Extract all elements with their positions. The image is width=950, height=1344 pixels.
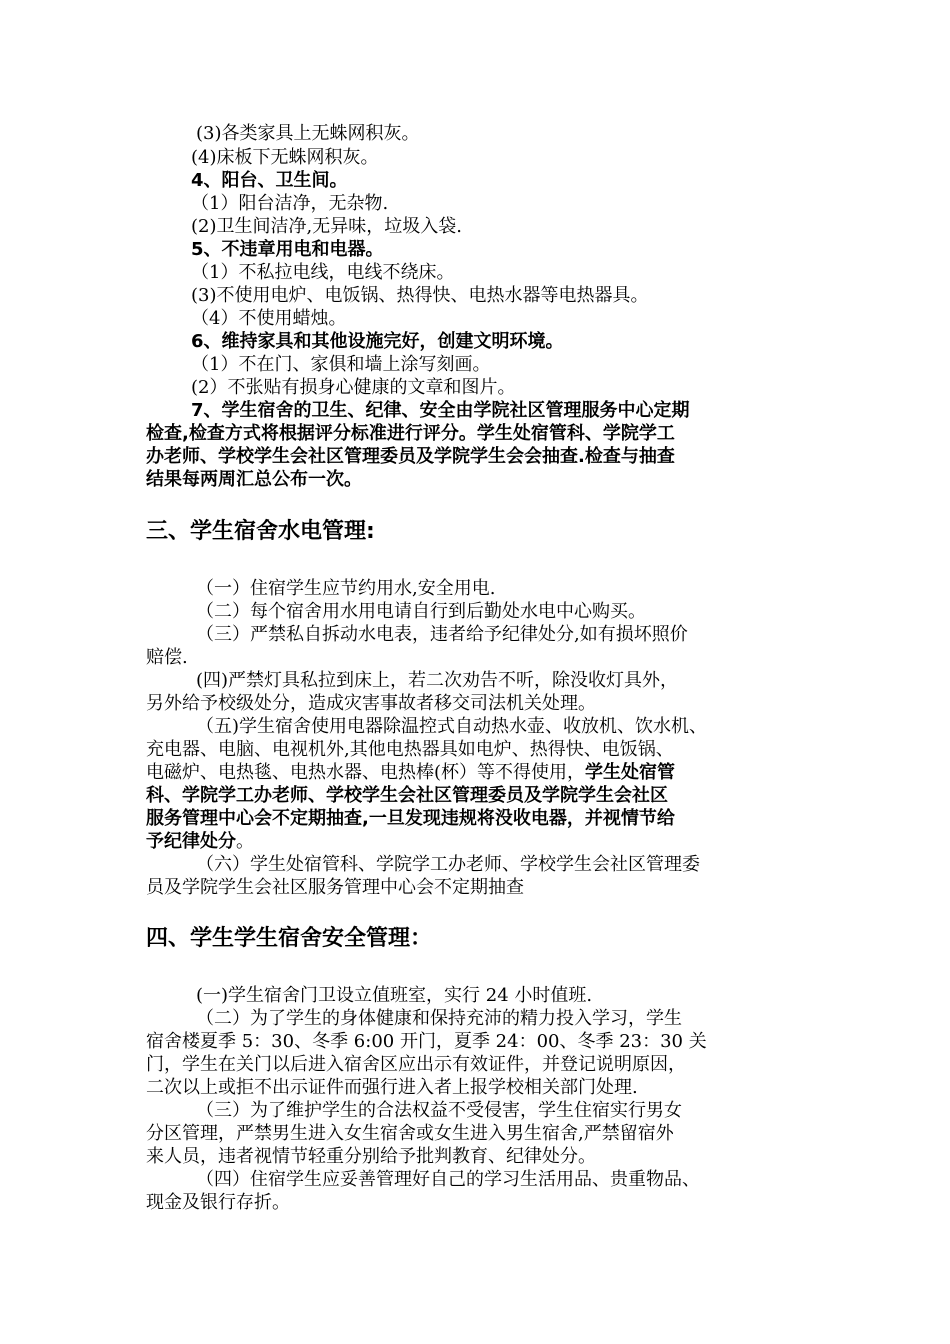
text-line: （1）不在门、家俱和墙上涂写刻画。 (191, 354, 491, 375)
text-span: 电磁炉、电热毯、电热水器、电热棒(杯）等不得使用， (146, 762, 586, 783)
text-line: （三）严禁私自拆动水电表，违者给予纪律处分,如有损坏照价 (196, 624, 688, 645)
subheading: 5、不违章用电和电器。 (191, 239, 384, 260)
text-line: (3)各类家具上无蛛网积灰。 (196, 123, 420, 144)
section-heading: 三、学生宿舍水电管理: (146, 519, 375, 544)
bold-paragraph-line: 科、学院学工办老师、学校学生会社区管理委员及学院学生会社区 (146, 785, 668, 806)
text-line: 员及学院学生会社区服务管理中心会不定期抽查 (146, 877, 524, 898)
text-line: （六）学生处宿管科、学院学工办老师、学校学生会社区管理委 (196, 854, 700, 875)
bold-paragraph-line: 结果每两周汇总公布一次。 (146, 469, 362, 490)
text-line: 二次以上或拒不出示证件而强行进入者上报学校相关部门处理. (146, 1077, 638, 1098)
subheading: 6、维持家具和其他设施完好，创建文明环境。 (191, 331, 564, 352)
bold-paragraph-line: 办老师、学校学生会社区管理委员及学院学生会会抽查.检查与抽查 (146, 446, 675, 467)
text-line (146, 762, 675, 784)
bold-paragraph-line: 服务管理中心会不定期抽查,一旦发现违规将没收电器，并视情节给 (146, 808, 675, 829)
text-line: 门，学生在关门以后进入宿舍区应出示有效证件，并登记说明原因， (146, 1054, 686, 1075)
text-line: （4）不使用蜡烛。 (191, 308, 347, 329)
text-line: 来人员，违者视情节轻重分别给予批判教育、纪律处分。 (146, 1146, 596, 1167)
section-heading: 四、学生学生宿舍安全管理： (146, 926, 433, 951)
text-line: （二）为了学生的身体健康和保持充沛的精力投入学习，学生 (196, 1008, 682, 1029)
text-line: （四）住宿学生应妥善管理好自己的学习生活用品、贵重物品、 (196, 1169, 700, 1190)
text-line: （五)学生宿舍使用电器除温控式自动热水壶、收放机、饮水机、 (196, 716, 708, 737)
text-line: (2）不张贴有损身心健康的文章和图片。 (191, 377, 516, 398)
text-line: （二）每个宿舍用水用电请自行到后勤处水电中心购买。 (196, 601, 646, 622)
text-span: 。 (236, 831, 254, 852)
text-line: 宿舍楼夏季 5：30、冬季 6:00 开门，夏季 24：00、冬季 23：30 关 (146, 1031, 707, 1052)
text-line: (2)卫生间洁净,无异味，垃圾入袋. (191, 216, 462, 237)
text-line: （三）为了维护学生的合法权益不受侵害，学生住宿实行男女 (196, 1100, 682, 1121)
text-line: 现金及银行存折。 (146, 1192, 290, 1213)
text-line: 充电器、电脑、电视机外,其他电热器具如电炉、热得快、电饭锅、 (146, 739, 674, 760)
text-line (146, 831, 254, 853)
text-line: 赔偿. (146, 647, 188, 668)
text-line: (一)学生宿舍门卫设立值班室，实行 24 小时值班. (196, 985, 593, 1006)
subheading: 4、阳台、卫生间。 (191, 170, 348, 191)
text-line: （1）阳台洁净，无杂物. (191, 193, 389, 214)
bold-paragraph-line: 检查,检查方式将根据评分标准进行评分。学生处宿管科、学院学工 (146, 423, 675, 444)
text-line: 分区管理，严禁男生进入女生宿舍或女生进入男生宿舍,严禁留宿外 (146, 1123, 674, 1144)
text-line: (3)不使用电炉、电饭锅、热得快、电热水器等电热器具。 (191, 285, 649, 306)
text-line: （一）住宿学生应节约用水,安全用电. (196, 578, 496, 599)
text-line: （1）不私拉电线，电线不绕床。 (191, 262, 455, 283)
text-line: 另外给予校级处分，造成灾害事故者移交司法机关处理。 (146, 693, 596, 714)
text-line: (四)严禁灯具私拉到床上，若二次劝告不听，除没收灯具外， (196, 670, 679, 691)
bold-span: 予纪律处分 (146, 831, 236, 852)
text-line: (4)床板下无蛛网积灰。 (191, 147, 379, 168)
bold-paragraph-line: 7、学生宿舍的卫生、纪律、安全由学院社区管理服务中心定期 (191, 400, 690, 421)
bold-span: 学生处宿管 (585, 762, 676, 783)
